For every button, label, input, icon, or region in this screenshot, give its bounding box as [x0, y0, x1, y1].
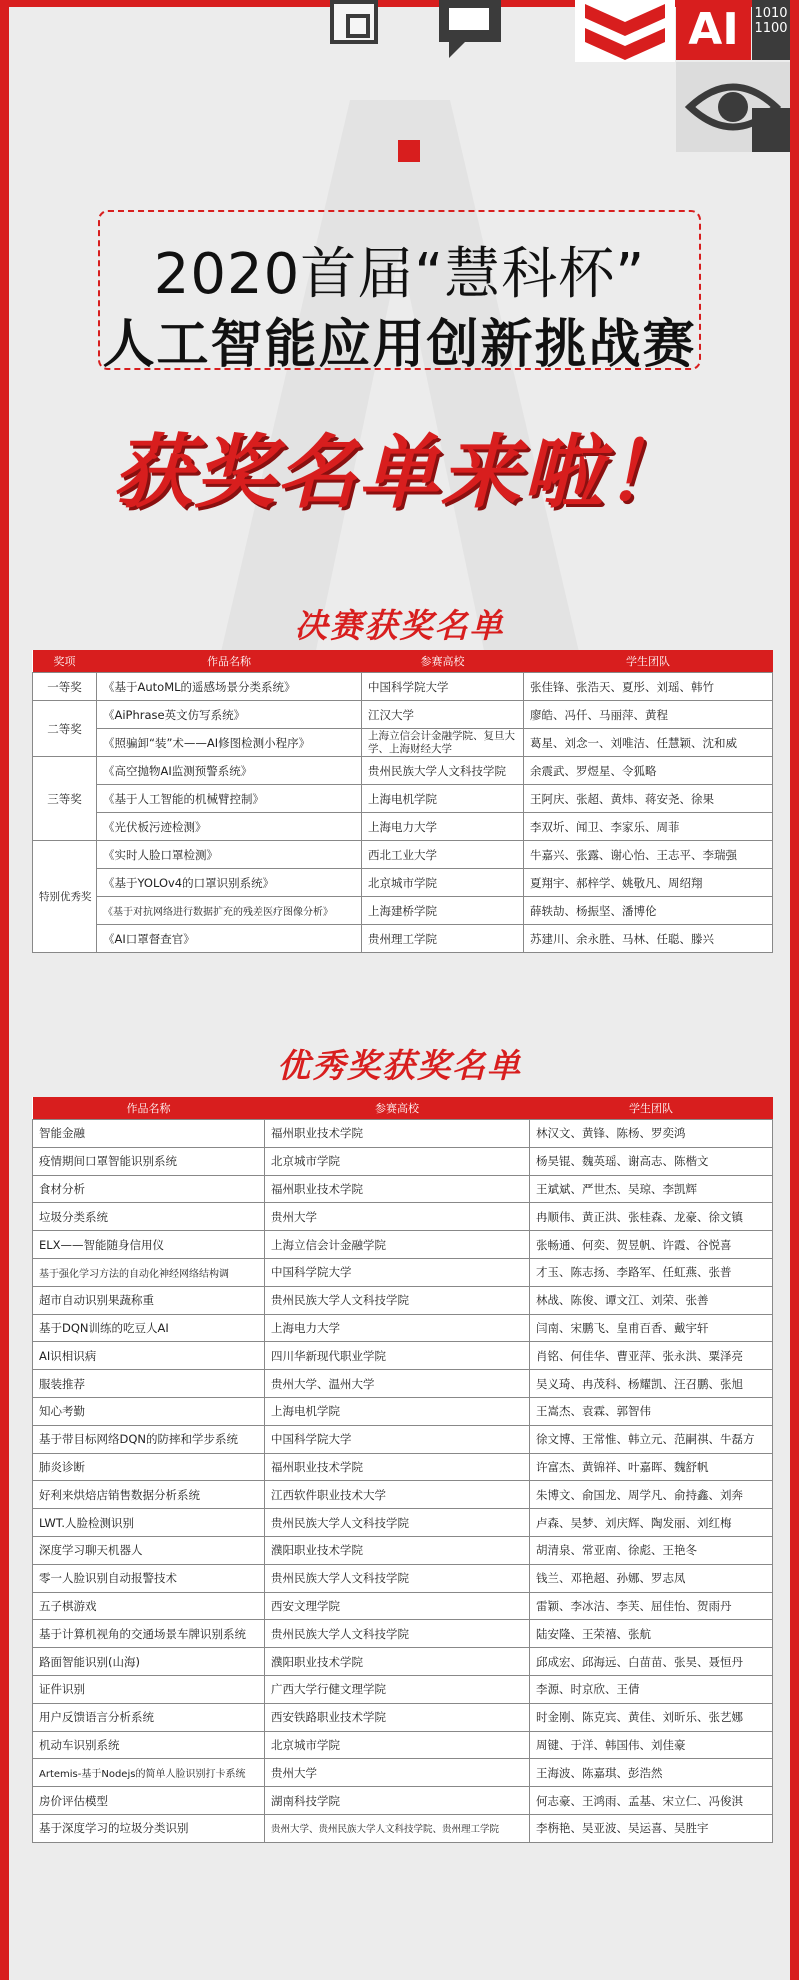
work-cell: 《基于YOLOv4的口罩识别系统》	[97, 869, 362, 897]
work-cell: 知心考勤	[33, 1397, 265, 1425]
work-cell: 房价评估模型	[33, 1787, 265, 1815]
school-cell: 上海电力大学	[265, 1314, 530, 1342]
column-header: 作品名称	[97, 650, 362, 673]
ai-badge: AI	[676, 0, 751, 60]
speech-bubble-icon	[435, 0, 505, 60]
work-cell: 《光伏板污迹检测》	[97, 813, 362, 841]
work-cell: 垃圾分类系统	[33, 1203, 265, 1231]
school-cell: 福州职业技术学院	[265, 1175, 530, 1203]
table-row	[33, 1759, 773, 1787]
team-cell: 薛轶劼、杨振坚、潘博伦	[524, 897, 773, 925]
finals-table	[32, 650, 773, 953]
school-cell: 福州职业技术学院	[265, 1453, 530, 1481]
dark-block-decoration	[752, 108, 790, 152]
work-cell: 超市自动识别果蔬称重	[33, 1286, 265, 1314]
team-cell: 闫南、宋鹏飞、皇甫百香、戴宇轩	[530, 1314, 773, 1342]
table-row	[33, 869, 773, 897]
school-cell: 濮阳职业技术学院	[265, 1648, 530, 1676]
team-cell: 徐文博、王常惟、韩立元、范嗣祺、牛磊方	[530, 1425, 773, 1453]
work-cell: LWT.人脸检测识别	[33, 1509, 265, 1537]
event-title-line2: 人工智能应用创新挑战赛	[102, 315, 697, 375]
work-cell: 基于带目标网络DQN的防摔和学步系统	[33, 1425, 265, 1453]
table-row	[33, 1564, 773, 1592]
finals-header-row	[33, 650, 773, 673]
table-row	[33, 1147, 773, 1175]
table-row	[33, 813, 773, 841]
work-cell: 零一人脸识别自动报警技术	[33, 1564, 265, 1592]
work-cell: 食材分析	[33, 1175, 265, 1203]
table-row	[33, 1814, 773, 1842]
school-cell: 北京城市学院	[265, 1731, 530, 1759]
table-row	[33, 785, 773, 813]
school-cell: 北京城市学院	[265, 1147, 530, 1175]
team-cell: 肖铭、何佳华、曹亚萍、张永洪、粟泽亮	[530, 1342, 773, 1370]
table-row	[33, 1648, 773, 1676]
table-row	[33, 1231, 773, 1259]
table-row	[33, 1286, 773, 1314]
table-row	[33, 1258, 773, 1286]
work-cell: 五子棋游戏	[33, 1592, 265, 1620]
excellent-section-title: 优秀奖获奖名单	[277, 1046, 522, 1085]
table-row	[33, 1175, 773, 1203]
team-cell: 林战、陈俊、谭文江、刘荣、张善	[530, 1286, 773, 1314]
school-cell: 福州职业技术学院	[265, 1120, 530, 1148]
table-row	[33, 757, 773, 785]
table-row	[33, 1481, 773, 1509]
team-cell: 牛嘉兴、张露、谢心怡、王志平、李瑞强	[524, 841, 773, 869]
work-cell: 基于强化学习方法的自动化神经网络结构调	[33, 1258, 265, 1286]
table-row	[33, 1675, 773, 1703]
table-row	[33, 673, 773, 701]
column-header: 参赛高校	[362, 650, 524, 673]
school-cell: 贵州理工学院	[362, 925, 524, 953]
work-cell: 深度学习聊天机器人	[33, 1536, 265, 1564]
table-row	[33, 1120, 773, 1148]
square-frame-icon	[330, 0, 378, 44]
team-cell: 邱成宏、邱海远、白苗苗、张昊、聂恒丹	[530, 1648, 773, 1676]
award-announcement-title: 获奖名单来啦！	[112, 426, 687, 519]
chevron-stack-icon	[575, 0, 675, 62]
school-cell: 贵州民族大学人文科技学院	[362, 757, 524, 785]
excellent-header-row	[33, 1097, 773, 1120]
table-row	[33, 701, 773, 729]
school-cell: 四川华新现代职业学院	[265, 1342, 530, 1370]
team-cell: 冉顺伟、黄正洪、张桂森、龙豪、徐文镇	[530, 1203, 773, 1231]
table-row	[33, 1453, 773, 1481]
school-cell: 北京城市学院	[362, 869, 524, 897]
table-row	[33, 1397, 773, 1425]
work-cell: 肺炎诊断	[33, 1453, 265, 1481]
team-cell: 葛星、刘念一、刘唯洁、任慧颖、沈和威	[524, 729, 773, 757]
school-cell: 上海电力大学	[362, 813, 524, 841]
work-cell: 服装推荐	[33, 1370, 265, 1398]
work-cell: 《基于人工智能的机械臂控制》	[97, 785, 362, 813]
work-cell: 《AI口罩督查官》	[97, 925, 362, 953]
event-title-line1: 2020首届“慧科杯”	[153, 242, 646, 307]
binary-digits-badge: 1010 1100	[752, 0, 790, 60]
excellent-table	[32, 1097, 773, 1843]
school-cell: 贵州大学	[265, 1759, 530, 1787]
school-cell: 贵州民族大学人文科技学院	[265, 1509, 530, 1537]
team-cell: 李双圻、闻卫、李家乐、周菲	[524, 813, 773, 841]
work-cell: 疫情期间口罩智能识别系统	[33, 1147, 265, 1175]
work-cell: ELX——智能随身信用仪	[33, 1231, 265, 1259]
column-header: 学生团队	[524, 650, 773, 673]
table-row	[33, 1314, 773, 1342]
table-row	[33, 925, 773, 953]
team-cell: 朱博文、俞国龙、周学凡、俞持鑫、刘奔	[530, 1481, 773, 1509]
work-cell: 基于计算机视角的交通场景车牌识别系统	[33, 1620, 265, 1648]
team-cell: 时金刚、陈克宾、黄佳、刘昕乐、张艺娜	[530, 1703, 773, 1731]
work-cell: 《照骗卸“装”术——AI修图检测小程序》	[97, 729, 362, 757]
team-cell: 杨昊锟、魏英瑶、谢高志、陈楷文	[530, 1147, 773, 1175]
team-cell: 何志豪、王鸿雨、孟基、宋立仁、冯俊淇	[530, 1787, 773, 1815]
work-cell: 《实时人脸口罩检测》	[97, 841, 362, 869]
school-cell: 江汉大学	[362, 701, 524, 729]
table-row	[33, 1425, 773, 1453]
work-cell: 机动车识别系统	[33, 1731, 265, 1759]
team-cell: 王嵩杰、袁霖、郭智伟	[530, 1397, 773, 1425]
team-cell: 王阿庆、张超、黄炜、蒋安尧、徐果	[524, 785, 773, 813]
team-cell: 林汉文、黄锋、陈杨、罗奕鸿	[530, 1120, 773, 1148]
work-cell: 《AiPhrase英文仿写系统》	[97, 701, 362, 729]
school-cell: 中国科学院大学	[265, 1258, 530, 1286]
table-row	[33, 1536, 773, 1564]
work-cell: 基于深度学习的垃圾分类识别	[33, 1814, 265, 1842]
school-cell: 湖南科技学院	[265, 1787, 530, 1815]
team-cell: 周键、于洋、韩国伟、刘佳豪	[530, 1731, 773, 1759]
team-cell: 余震武、罗煜星、令狐略	[524, 757, 773, 785]
work-cell: 好利来烘焙店销售数据分析系统	[33, 1481, 265, 1509]
table-row	[33, 1509, 773, 1537]
table-row	[33, 897, 773, 925]
school-cell: 上海立信会计金融学院、复旦大学、上海财经大学	[362, 729, 524, 757]
school-cell: 上海建桥学院	[362, 897, 524, 925]
work-cell: 路面智能识别(山海)	[33, 1648, 265, 1676]
table-row	[33, 1342, 773, 1370]
table-row	[33, 729, 773, 757]
table-row	[33, 1787, 773, 1815]
team-cell: 张佳锋、张浩天、夏彤、刘瑶、韩竹	[524, 673, 773, 701]
table-row	[33, 1620, 773, 1648]
school-cell: 贵州民族大学人文科技学院	[265, 1286, 530, 1314]
team-cell: 陆安隆、王荣禧、张航	[530, 1620, 773, 1648]
table-row	[33, 1370, 773, 1398]
school-cell: 贵州大学、贵州民族大学人文科技学院、贵州理工学院	[265, 1814, 530, 1842]
school-cell: 西北工业大学	[362, 841, 524, 869]
work-cell: 用户反馈语言分析系统	[33, 1703, 265, 1731]
work-cell: 基于DQN训练的吃豆人AI	[33, 1314, 265, 1342]
work-cell: 《基于对抗网络进行数据扩充的残差医疗图像分析》	[97, 897, 362, 925]
team-cell: 廖皓、冯仟、马丽萍、黄程	[524, 701, 773, 729]
school-cell: 上海电机学院	[362, 785, 524, 813]
column-header: 作品名称	[33, 1097, 265, 1120]
school-cell: 广西大学行健文理学院	[265, 1675, 530, 1703]
team-cell: 胡清泉、常亚南、徐彪、王艳冬	[530, 1536, 773, 1564]
column-header: 奖项	[33, 650, 97, 673]
award-cell: 一等奖	[33, 673, 97, 701]
table-row	[33, 1703, 773, 1731]
school-cell: 江西软件职业技术大学	[265, 1481, 530, 1509]
team-cell: 许富杰、黄锦祥、叶嘉晖、魏舒帆	[530, 1453, 773, 1481]
column-header: 参赛高校	[265, 1097, 530, 1120]
school-cell: 西安文理学院	[265, 1592, 530, 1620]
work-cell: 《基于AutoML的遥感场景分类系统》	[97, 673, 362, 701]
finals-section-title: 决赛获奖名单	[294, 606, 505, 645]
team-cell: 才玉、陈志扬、李路军、任虹燕、张普	[530, 1258, 773, 1286]
column-header: 学生团队	[530, 1097, 773, 1120]
team-cell: 夏翔宇、郝梓学、姚敬凡、周绍翔	[524, 869, 773, 897]
school-cell: 贵州大学	[265, 1203, 530, 1231]
team-cell: 钱兰、邓艳超、孙娜、罗志凤	[530, 1564, 773, 1592]
work-cell: 《高空抛物AI监测预警系统》	[97, 757, 362, 785]
award-cell: 特别优秀奖	[33, 841, 97, 953]
team-cell: 张畅通、何奕、贺昱帆、许霞、谷悦喜	[530, 1231, 773, 1259]
school-cell: 中国科学院大学	[265, 1425, 530, 1453]
team-cell: 王斌斌、严世杰、吴琼、李凯辉	[530, 1175, 773, 1203]
school-cell: 贵州民族大学人文科技学院	[265, 1620, 530, 1648]
table-row	[33, 1203, 773, 1231]
school-cell: 贵州大学、温州大学	[265, 1370, 530, 1398]
excellent-table-body	[33, 1120, 773, 1843]
work-cell: 证件识别	[33, 1675, 265, 1703]
red-square-marker	[398, 140, 420, 162]
school-cell: 濮阳职业技术学院	[265, 1536, 530, 1564]
team-cell: 吴义琦、冉茂科、杨耀凯、汪召鹏、张旭	[530, 1370, 773, 1398]
team-cell: 王海波、陈嘉琪、彭浩然	[530, 1759, 773, 1787]
work-cell: Artemis-基于Nodejs的简单人脸识别打卡系统	[33, 1759, 265, 1787]
school-cell: 上海电机学院	[265, 1397, 530, 1425]
school-cell: 西安铁路职业技术学院	[265, 1703, 530, 1731]
school-cell: 中国科学院大学	[362, 673, 524, 701]
award-cell: 三等奖	[33, 757, 97, 841]
team-cell: 雷颖、李冰洁、李芙、屈佳怡、贺雨丹	[530, 1592, 773, 1620]
work-cell: AI识相识病	[33, 1342, 265, 1370]
award-cell: 二等奖	[33, 701, 97, 757]
work-cell: 智能金融	[33, 1120, 265, 1148]
team-cell: 李栴艳、吴亚波、吴运喜、吴胜宇	[530, 1814, 773, 1842]
school-cell: 贵州民族大学人文科技学院	[265, 1564, 530, 1592]
table-row	[33, 841, 773, 869]
team-cell: 李源、时京欣、王倩	[530, 1675, 773, 1703]
school-cell: 上海立信会计金融学院	[265, 1231, 530, 1259]
team-cell: 卢森、吴梦、刘庆辉、陶发丽、刘红梅	[530, 1509, 773, 1537]
table-row	[33, 1592, 773, 1620]
table-row	[33, 1731, 773, 1759]
team-cell: 苏建川、余永胜、马林、任聪、滕兴	[524, 925, 773, 953]
